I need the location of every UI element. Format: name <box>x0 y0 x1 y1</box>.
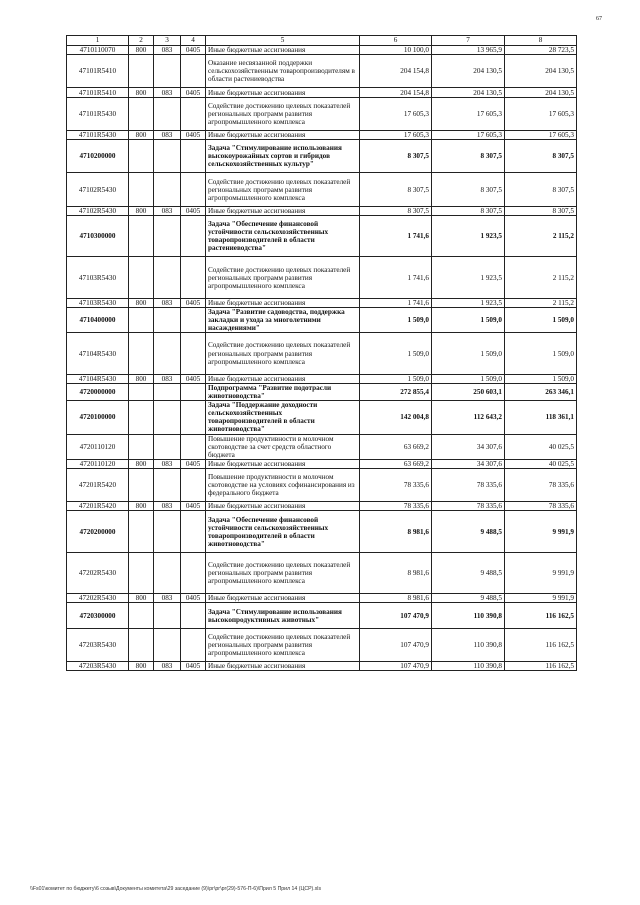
table-row <box>67 401 577 434</box>
target-code-cell: 47104R5430 <box>67 374 129 383</box>
section-cell: 0405 <box>181 374 206 383</box>
amount-year3-cell: 204 130,5 <box>505 88 577 97</box>
department-cell: 083 <box>154 502 181 511</box>
column-number: 8 <box>505 36 577 46</box>
section-cell: 0405 <box>181 459 206 468</box>
table-row <box>67 97 577 130</box>
amount-year1-cell: 1 741,6 <box>360 257 432 299</box>
description-cell: Содействие достижению целевых показателей региональных программ развития агропромышленного комплекса <box>206 97 360 130</box>
department-cell <box>154 603 181 628</box>
description-cell: Повышение продуктивности в молочном скотоводстве за счет средств областного бюджета <box>206 434 360 459</box>
section-cell: 0405 <box>181 206 206 215</box>
table-row <box>67 333 577 375</box>
table-row <box>67 298 577 307</box>
column-number: 1 <box>67 36 129 46</box>
amount-year2-cell: 1 509,0 <box>432 333 505 375</box>
page-number: 67 <box>596 16 602 22</box>
description-cell: Иные бюджетные ассигнования <box>206 374 360 383</box>
expense-type-cell <box>129 55 154 88</box>
table-row <box>67 594 577 603</box>
target-code-cell: 47201R5420 <box>67 502 129 511</box>
description-cell: Повышение продуктивности в молочном скотоводстве на условиях софинансирования из федерального бюджета <box>206 468 360 501</box>
department-cell: 083 <box>154 459 181 468</box>
amount-year2-cell: 9 488,5 <box>432 511 505 553</box>
expense-type-cell <box>129 628 154 661</box>
section-cell: 0405 <box>181 88 206 97</box>
target-code-cell: 47102R5430 <box>67 206 129 215</box>
amount-year2-cell: 110 390,8 <box>432 662 505 671</box>
description-cell: Иные бюджетные ассигнования <box>206 206 360 215</box>
expense-type-cell: 800 <box>129 594 154 603</box>
expense-type-cell <box>129 603 154 628</box>
target-code-cell: 4720110120 <box>67 459 129 468</box>
table-row <box>67 173 577 206</box>
description-cell: Задача "Стимулирование использования высокоурожайных сортов и гибридов сельскохозяйственных культур" <box>206 140 360 173</box>
section-cell <box>181 552 206 594</box>
section-cell <box>181 401 206 434</box>
amount-year1-cell: 8 981,6 <box>360 594 432 603</box>
target-code-cell: 47203R5430 <box>67 628 129 661</box>
table-row <box>67 434 577 459</box>
amount-year3-cell: 2 115,2 <box>505 298 577 307</box>
amount-year3-cell: 118 361,1 <box>505 401 577 434</box>
description-cell: Содействие достижению целевых показателей региональных программ развития агропромышленного комплекса <box>206 257 360 299</box>
expense-type-cell: 800 <box>129 502 154 511</box>
expense-type-cell <box>129 511 154 553</box>
amount-year1-cell: 78 335,6 <box>360 502 432 511</box>
department-cell: 083 <box>154 46 181 55</box>
section-cell <box>181 434 206 459</box>
expense-type-cell: 800 <box>129 130 154 139</box>
department-cell: 083 <box>154 298 181 307</box>
section-cell <box>181 628 206 661</box>
amount-year2-cell: 17 605,3 <box>432 130 505 139</box>
target-code-cell: 47103R5430 <box>67 298 129 307</box>
section-cell: 0405 <box>181 594 206 603</box>
section-cell <box>181 308 206 333</box>
amount-year2-cell: 9 488,5 <box>432 594 505 603</box>
target-code-cell: 47201R5420 <box>67 468 129 501</box>
expense-type-cell <box>129 333 154 375</box>
table-row <box>67 603 577 628</box>
target-code-cell: 47203R5430 <box>67 662 129 671</box>
section-cell <box>181 511 206 553</box>
expense-type-cell <box>129 140 154 173</box>
amount-year1-cell: 10 100,0 <box>360 46 432 55</box>
target-code-cell: 47101R5410 <box>67 55 129 88</box>
amount-year1-cell: 8 307,5 <box>360 173 432 206</box>
department-cell: 083 <box>154 130 181 139</box>
amount-year2-cell: 204 130,5 <box>432 88 505 97</box>
table-row <box>67 206 577 215</box>
target-code-cell: 4720100000 <box>67 401 129 434</box>
column-number: 4 <box>181 36 206 46</box>
amount-year1-cell: 8 981,6 <box>360 552 432 594</box>
description-cell: Иные бюджетные ассигнования <box>206 130 360 139</box>
expense-type-cell <box>129 97 154 130</box>
expense-type-cell <box>129 434 154 459</box>
amount-year2-cell: 1 509,0 <box>432 374 505 383</box>
amount-year2-cell: 204 130,5 <box>432 55 505 88</box>
amount-year2-cell: 78 335,6 <box>432 468 505 501</box>
amount-year3-cell: 9 991,9 <box>505 594 577 603</box>
amount-year1-cell: 1 741,6 <box>360 215 432 257</box>
amount-year3-cell: 40 025,5 <box>505 459 577 468</box>
table-row <box>67 374 577 383</box>
target-code-cell: 4720200000 <box>67 511 129 553</box>
expense-type-cell: 800 <box>129 46 154 55</box>
amount-year2-cell: 13 965,9 <box>432 46 505 55</box>
amount-year1-cell: 107 470,9 <box>360 628 432 661</box>
amount-year3-cell: 263 346,1 <box>505 383 577 400</box>
section-cell <box>181 215 206 257</box>
column-number: 7 <box>432 36 505 46</box>
column-number: 5 <box>206 36 360 46</box>
expense-type-cell: 800 <box>129 298 154 307</box>
section-cell <box>181 97 206 130</box>
department-cell <box>154 401 181 434</box>
table-row <box>67 662 577 671</box>
target-code-cell: 4710300000 <box>67 215 129 257</box>
department-cell: 083 <box>154 662 181 671</box>
amount-year3-cell: 78 335,6 <box>505 468 577 501</box>
description-cell: Задача "Обеспечение финансовой устойчивости сельскохозяйственных товаропроизводителей в области животноводства" <box>206 511 360 553</box>
amount-year1-cell: 107 470,9 <box>360 603 432 628</box>
section-cell: 0405 <box>181 662 206 671</box>
target-code-cell: 47202R5430 <box>67 552 129 594</box>
amount-year1-cell: 142 004,8 <box>360 401 432 434</box>
department-cell: 083 <box>154 374 181 383</box>
description-cell: Иные бюджетные ассигнования <box>206 88 360 97</box>
amount-year3-cell: 116 162,5 <box>505 662 577 671</box>
amount-year3-cell: 17 605,3 <box>505 130 577 139</box>
description-cell: Содействие достижению целевых показателей региональных программ развития агропромышленного комплекса <box>206 552 360 594</box>
amount-year3-cell: 204 130,5 <box>505 55 577 88</box>
amount-year3-cell: 9 991,9 <box>505 552 577 594</box>
amount-year2-cell: 1 509,0 <box>432 308 505 333</box>
section-cell: 0405 <box>181 502 206 511</box>
expense-type-cell <box>129 173 154 206</box>
target-code-cell: 47104R5430 <box>67 333 129 375</box>
amount-year2-cell: 78 335,6 <box>432 502 505 511</box>
department-cell <box>154 55 181 88</box>
department-cell <box>154 552 181 594</box>
amount-year2-cell: 34 307,6 <box>432 434 505 459</box>
department-cell <box>154 628 181 661</box>
amount-year1-cell: 272 855,4 <box>360 383 432 400</box>
amount-year3-cell: 8 307,5 <box>505 206 577 215</box>
department-cell <box>154 215 181 257</box>
description-cell: Задача "Развитие садоводства, поддержка закладки и ухода за многолетними насаждениями" <box>206 308 360 333</box>
target-code-cell: 47101R5410 <box>67 88 129 97</box>
description-cell: Содействие достижению целевых показателей региональных программ развития агропромышленного комплекса <box>206 333 360 375</box>
table-row <box>67 383 577 400</box>
description-cell: Иные бюджетные ассигнования <box>206 502 360 511</box>
amount-year1-cell: 1 509,0 <box>360 308 432 333</box>
expense-type-cell <box>129 308 154 333</box>
department-cell <box>154 173 181 206</box>
section-cell: 0405 <box>181 130 206 139</box>
amount-year3-cell: 9 991,9 <box>505 511 577 553</box>
amount-year1-cell: 1 741,6 <box>360 298 432 307</box>
description-cell: Содействие достижению целевых показателей региональных программ развития агропромышленного комплекса <box>206 628 360 661</box>
table-row <box>67 552 577 594</box>
amount-year3-cell: 40 025,5 <box>505 434 577 459</box>
amount-year1-cell: 1 509,0 <box>360 333 432 375</box>
table-row <box>67 140 577 173</box>
amount-year3-cell: 116 162,5 <box>505 628 577 661</box>
amount-year1-cell: 107 470,9 <box>360 662 432 671</box>
amount-year2-cell: 250 603,1 <box>432 383 505 400</box>
amount-year1-cell: 8 981,6 <box>360 511 432 553</box>
table-row <box>67 88 577 97</box>
amount-year1-cell: 204 154,8 <box>360 88 432 97</box>
amount-year3-cell: 1 509,0 <box>505 374 577 383</box>
expense-type-cell <box>129 552 154 594</box>
description-cell: Подпрограмма "Развитие подотрасли животноводства" <box>206 383 360 400</box>
target-code-cell: 47202R5430 <box>67 594 129 603</box>
expense-type-cell <box>129 383 154 400</box>
description-cell: Задача "Поддержание доходности сельскохозяйственных товаропроизводителей в области животноводства" <box>206 401 360 434</box>
section-cell <box>181 383 206 400</box>
description-cell: Содействие достижению целевых показателей региональных программ развития агропромышленного комплекса <box>206 173 360 206</box>
amount-year3-cell: 2 115,2 <box>505 215 577 257</box>
amount-year2-cell: 8 307,5 <box>432 173 505 206</box>
amount-year1-cell: 78 335,6 <box>360 468 432 501</box>
section-cell <box>181 333 206 375</box>
amount-year3-cell: 8 307,5 <box>505 173 577 206</box>
description-cell: Иные бюджетные ассигнования <box>206 662 360 671</box>
amount-year3-cell: 28 723,5 <box>505 46 577 55</box>
target-code-cell: 4720300000 <box>67 603 129 628</box>
expense-type-cell <box>129 401 154 434</box>
section-cell <box>181 55 206 88</box>
amount-year1-cell: 8 307,5 <box>360 140 432 173</box>
table-row <box>67 628 577 661</box>
amount-year1-cell: 8 307,5 <box>360 206 432 215</box>
amount-year2-cell: 34 307,6 <box>432 459 505 468</box>
file-path-footer: \\Fs01\комитет по бюджету\6 созыв\Документы комитета\29 заседание (9)\рг\рг\рг(29)-576-П-6)\Прил 5 Прил 14 (ЦСР).xls <box>30 886 322 892</box>
section-cell: 0405 <box>181 46 206 55</box>
amount-year3-cell: 1 509,0 <box>505 333 577 375</box>
description-cell: Иные бюджетные ассигнования <box>206 594 360 603</box>
expense-type-cell: 800 <box>129 459 154 468</box>
table-row <box>67 130 577 139</box>
section-cell <box>181 173 206 206</box>
table-row <box>67 46 577 55</box>
amount-year3-cell: 2 115,2 <box>505 257 577 299</box>
target-code-cell: 4710200000 <box>67 140 129 173</box>
amount-year3-cell: 78 335,6 <box>505 502 577 511</box>
table-row <box>67 502 577 511</box>
budget-table <box>66 35 577 671</box>
amount-year3-cell: 116 162,5 <box>505 603 577 628</box>
amount-year2-cell: 112 643,2 <box>432 401 505 434</box>
amount-year3-cell: 8 307,5 <box>505 140 577 173</box>
section-cell: 0405 <box>181 298 206 307</box>
section-cell <box>181 257 206 299</box>
department-cell <box>154 140 181 173</box>
table-row <box>67 215 577 257</box>
expense-type-cell <box>129 215 154 257</box>
expense-type-cell: 800 <box>129 662 154 671</box>
section-cell <box>181 603 206 628</box>
target-code-cell: 47102R5430 <box>67 173 129 206</box>
department-cell <box>154 97 181 130</box>
expense-type-cell: 800 <box>129 88 154 97</box>
department-cell: 083 <box>154 88 181 97</box>
section-cell <box>181 140 206 173</box>
table-row <box>67 257 577 299</box>
department-cell: 083 <box>154 206 181 215</box>
target-code-cell: 47103R5430 <box>67 257 129 299</box>
table-row <box>67 468 577 501</box>
department-cell <box>154 434 181 459</box>
description-cell: Задача "Стимулирование использования высокопродуктивных животных" <box>206 603 360 628</box>
description-cell: Задача "Обеспечение финансовой устойчивости сельскохозяйственных товаропроизводителей в области растениеводства" <box>206 215 360 257</box>
description-cell: Оказание несвязанной поддержки сельскохозяйственным товаропроизводителям в области растениеводства <box>206 55 360 88</box>
amount-year1-cell: 17 605,3 <box>360 130 432 139</box>
expense-type-cell <box>129 468 154 501</box>
column-number: 2 <box>129 36 154 46</box>
amount-year2-cell: 8 307,5 <box>432 206 505 215</box>
department-cell <box>154 308 181 333</box>
department-cell <box>154 257 181 299</box>
amount-year2-cell: 17 605,3 <box>432 97 505 130</box>
column-number: 6 <box>360 36 432 46</box>
amount-year1-cell: 17 605,3 <box>360 97 432 130</box>
section-cell <box>181 468 206 501</box>
table-row <box>67 55 577 88</box>
amount-year2-cell: 8 307,5 <box>432 140 505 173</box>
expense-type-cell <box>129 257 154 299</box>
target-code-cell: 4710400000 <box>67 308 129 333</box>
expense-type-cell: 800 <box>129 206 154 215</box>
amount-year2-cell: 1 923,5 <box>432 298 505 307</box>
target-code-cell: 47101R5430 <box>67 97 129 130</box>
amount-year1-cell: 204 154,8 <box>360 55 432 88</box>
amount-year1-cell: 63 669,2 <box>360 434 432 459</box>
target-code-cell: 4720000000 <box>67 383 129 400</box>
target-code-cell: 4720110120 <box>67 434 129 459</box>
target-code-cell: 4710110070 <box>67 46 129 55</box>
amount-year3-cell: 1 509,0 <box>505 308 577 333</box>
description-cell: Иные бюджетные ассигнования <box>206 459 360 468</box>
column-number-row <box>67 36 577 46</box>
description-cell: Иные бюджетные ассигнования <box>206 298 360 307</box>
amount-year3-cell: 17 605,3 <box>505 97 577 130</box>
amount-year2-cell: 110 390,8 <box>432 628 505 661</box>
expense-type-cell: 800 <box>129 374 154 383</box>
column-number: 3 <box>154 36 181 46</box>
amount-year2-cell: 9 488,5 <box>432 552 505 594</box>
target-code-cell: 47101R5430 <box>67 130 129 139</box>
amount-year2-cell: 1 923,5 <box>432 257 505 299</box>
department-cell <box>154 333 181 375</box>
table-row <box>67 511 577 553</box>
amount-year2-cell: 110 390,8 <box>432 603 505 628</box>
table-row <box>67 308 577 333</box>
department-cell <box>154 383 181 400</box>
table-row <box>67 459 577 468</box>
amount-year2-cell: 1 923,5 <box>432 215 505 257</box>
department-cell <box>154 511 181 553</box>
amount-year1-cell: 1 509,0 <box>360 374 432 383</box>
department-cell <box>154 468 181 501</box>
amount-year1-cell: 63 669,2 <box>360 459 432 468</box>
department-cell: 083 <box>154 594 181 603</box>
description-cell: Иные бюджетные ассигнования <box>206 46 360 55</box>
